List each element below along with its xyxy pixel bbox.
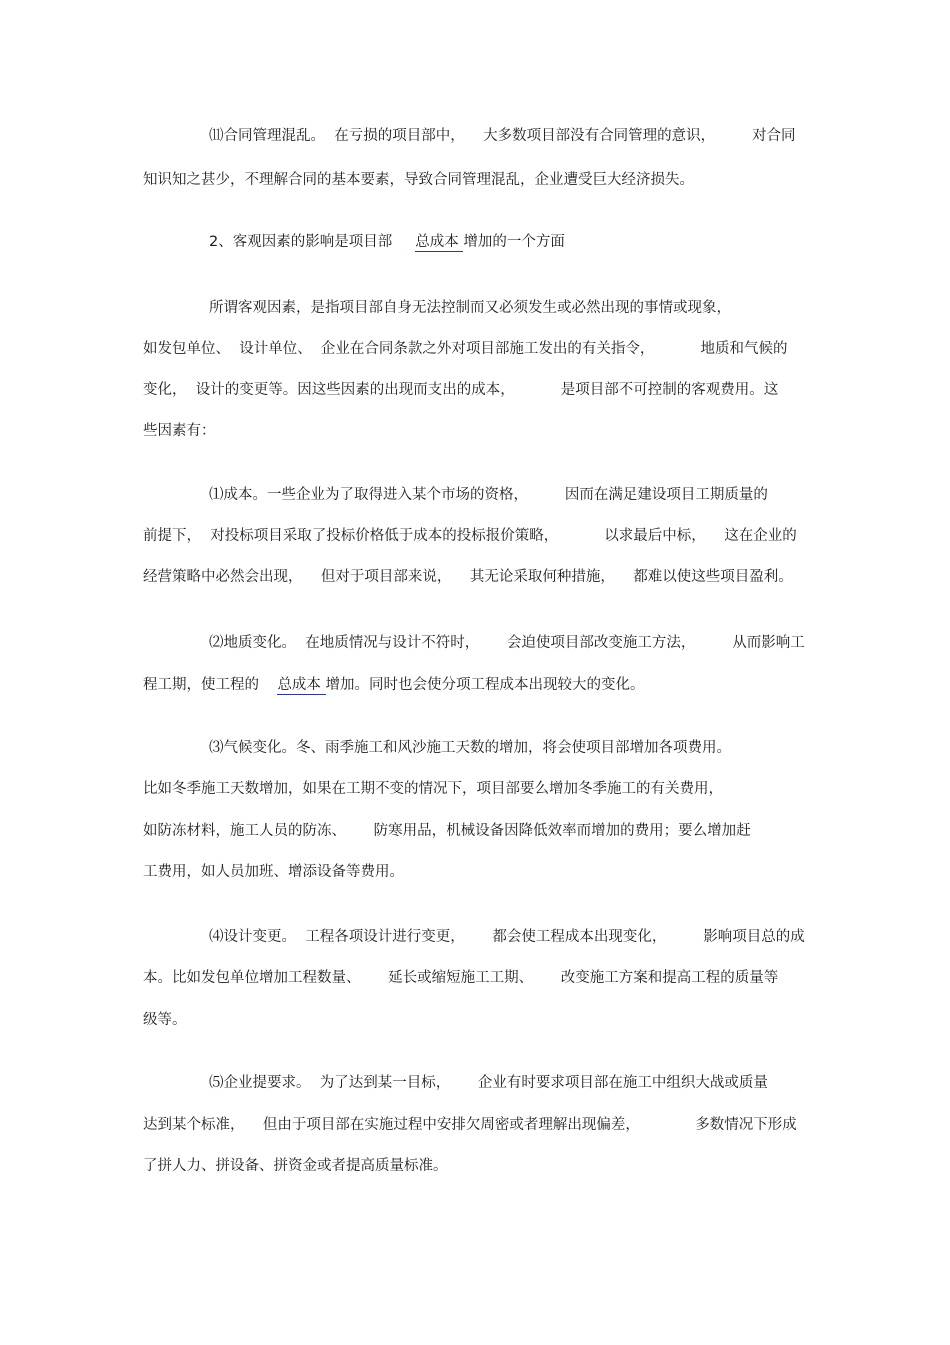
p4-line-1: ⑵地质变化。 在地质情况与设计不符时， 会迫使项目部改变施工方法， 从而影响工 (209, 635, 805, 651)
total-cost-link-2[interactable]: 总成本 (277, 677, 326, 693)
heading-text-post: 增加的一个方面 (463, 234, 565, 250)
p6-line-2: 本。比如发包单位增加工程数量、 延长或缩短施工工期、 改变施工方案和提高工程的质量等 (143, 970, 779, 986)
p6-line-1: ⑷设计变更。 工程各项设计进行变更， 都会使工程成本出现变化， 影响项目总的成 (209, 929, 805, 945)
p6-line-3: 级等。 (143, 1012, 187, 1028)
p1-line-1: ⑾合同管理混乱。 在亏损的项目部中， 大多数项目部没有合同管理的意识， 对合同 (209, 128, 796, 144)
p7-line-2: 达到某个标准， 但由于项目部在实施过程中安排欠周密或者理解出现偏差， 多数情况下形成 (143, 1117, 797, 1133)
p2-line-2: 如发包单位、 设计单位、 企业在合同条款之外对项目部施工发出的有关指令， 地质和气候的 (143, 341, 788, 357)
p5-line-4: 工费用，如人员加班、增添设备等费用。 (143, 864, 404, 880)
p3-line-3: 经营策略中必然会出现， 但对于项目部来说， 其无论采取何种措施， 都难以使这些项目盈利。 (143, 569, 793, 585)
p5-line-2: 比如冬季施工天数增加，如果在工期不变的情况下，项目部要么增加冬季施工的有关费用， (143, 781, 723, 797)
section-heading (209, 232, 565, 252)
p2-line-1: 所谓客观因素，是指项目部自身无法控制而又必须发生或必然出现的事情或现象， (209, 300, 731, 316)
p3-line-1: ⑴成本。一些企业为了取得进入某个市场的资格， 因而在满足建设项目工期质量的 (209, 487, 768, 503)
p2-line-4: 些因素有： (143, 423, 216, 439)
heading-text-pre: 2、客观因素的影响是项目部 (209, 234, 416, 250)
p4-line-2 (143, 675, 645, 695)
p1-line-2: 知识知之甚少，不理解合同的基本要素，导致合同管理混乱，企业遭受巨大经济损失。 (143, 172, 694, 188)
p3-line-2: 前提下， 对投标项目采取了投标价格低于成本的投标报价策略， 以求最后中标， 这在企业的 (143, 528, 797, 544)
p5-line-3: 如防冻材料，施工人员的防冻、 防寒用品，机械设备因降低效率而增加的费用；要么增加赶 (143, 823, 751, 839)
total-cost-link[interactable]: 总成本 (415, 234, 464, 250)
p7-line-1: ⑸企业提要求。 为了达到某一目标， 企业有时要求项目部在施工中组织大战或质量 (209, 1075, 768, 1091)
p2-line-3: 变化， 设计的变更等。因这些因素的出现而支出的成本， 是项目部不可控制的客观费用。这 (143, 382, 779, 398)
p4-text-pre: 程工期，使工程的 (143, 677, 278, 693)
p5-line-1: ⑶气候变化。冬、雨季施工和风沙施工天数的增加，将会使项目部增加各项费用。 (209, 740, 731, 756)
p7-line-3: 了拼人力、拼设备、拼资金或者提高质量标准。 (143, 1158, 448, 1174)
p4-text-post: 增加。同时也会使分项工程成本出现较大的变化。 (325, 677, 645, 693)
